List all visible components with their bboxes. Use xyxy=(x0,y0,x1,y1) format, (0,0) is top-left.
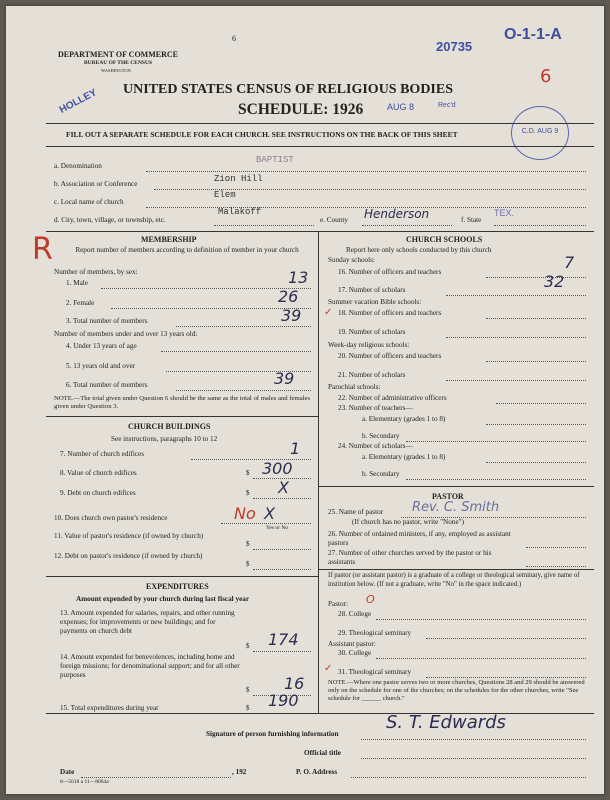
q23a-label: a. Elementary (grades 1 to 8) xyxy=(362,415,446,423)
expenditures-sub: Amount expended by your church during last fiscal year xyxy=(76,595,250,603)
q10-label: 10. Does church own pastor's residence xyxy=(54,514,168,522)
dollar-sign: $ xyxy=(246,704,250,712)
field-line xyxy=(253,498,311,499)
q2-value: 26 xyxy=(278,287,299,306)
q12-label: 12. Debt on pastor's residence (if owned by church) xyxy=(54,552,203,560)
serial-number: 20735 xyxy=(436,39,473,54)
field-line xyxy=(426,677,586,678)
schedule-year: SCHEDULE: 1926 xyxy=(238,101,364,118)
q9-value: X xyxy=(278,478,289,497)
page-number: 6 xyxy=(232,34,236,43)
divider xyxy=(46,146,594,147)
expenditures-title: EXPENDITURES xyxy=(146,582,209,591)
pastor-label: Pastor: xyxy=(328,600,348,608)
buildings-title: CHURCH BUILDINGS xyxy=(128,422,211,431)
q25-note: (If church has no pastor, write "None") xyxy=(352,518,464,526)
local-name-label: c. Local name of church xyxy=(54,198,124,206)
q18-label: 18. Number of officers and teachers xyxy=(338,309,442,317)
po-address-label: P. O. Address xyxy=(296,768,338,776)
q10-value: No xyxy=(234,504,256,523)
q19-label: 19. Number of scholars xyxy=(338,328,406,336)
q20-label: 20. Number of officers and teachers xyxy=(338,352,442,360)
q8-label: 8. Value of church edifices xyxy=(60,469,137,477)
q17-value: 32 xyxy=(544,272,565,291)
field-line xyxy=(496,403,586,404)
q22-label: 22. Number of administrative officers xyxy=(338,394,447,402)
q26-label: 26. Number of ordained ministers, if any, employed as assistant pastors xyxy=(328,530,511,547)
q29-label: 29. Theological seminary xyxy=(338,629,412,637)
classification-code: O-1-1-A xyxy=(504,26,562,43)
local-name-value: Elem xyxy=(214,190,236,200)
q11-label: 11. Value of pastor's residence (if owned by church) xyxy=(54,532,204,540)
weekday-label: Week-day religious schools: xyxy=(328,341,410,349)
signature-value: S. T. Edwards xyxy=(386,712,506,733)
field-line xyxy=(253,569,311,570)
field-line xyxy=(161,351,311,352)
pastor-value: O xyxy=(366,593,375,606)
field-line xyxy=(253,651,311,652)
q24b-label: b. Secondary xyxy=(362,470,400,478)
field-line xyxy=(486,361,586,362)
field-line xyxy=(361,758,586,759)
q23b-label: b. Secondary xyxy=(362,432,400,440)
q10-x-mark: X xyxy=(264,504,275,523)
field-line xyxy=(376,619,586,620)
q1-value: 13 xyxy=(288,268,309,287)
county-value: Henderson xyxy=(364,207,430,221)
year-label: , 192 xyxy=(232,768,247,776)
q28-label: 28. College xyxy=(338,610,372,618)
q31-label: 31. Theological seminary xyxy=(338,668,412,676)
signature-label: Signature of person furnishing information xyxy=(206,730,339,738)
q5-label: 5. 13 years old and over xyxy=(66,362,136,370)
divider xyxy=(46,713,594,714)
divider xyxy=(46,231,594,232)
date-stamp: AUG 8 xyxy=(387,102,415,112)
denomination-label: a. Denomination xyxy=(54,162,102,170)
q16-label: 16. Number of officers and teachers xyxy=(338,268,442,276)
yes-no-hint: Yes or No xyxy=(266,525,289,531)
field-line xyxy=(406,441,586,442)
city-label: d. City, town, village, or township, etc. xyxy=(54,216,166,224)
field-line xyxy=(406,479,586,480)
divider xyxy=(318,569,594,570)
dollar-sign: $ xyxy=(246,642,250,650)
field-line xyxy=(446,337,586,338)
county-label: e. County xyxy=(320,216,348,224)
field-line xyxy=(486,462,586,463)
dollar-sign: $ xyxy=(246,489,250,497)
q1-label: 1. Male xyxy=(66,279,88,287)
column-divider xyxy=(318,231,319,713)
red-r-mark: R xyxy=(32,232,53,267)
field-line xyxy=(214,225,314,226)
q13-label: 13. Amount expended for salaries, repairs, and other running expenses; for improvements or new buildings; and for payments on church debt xyxy=(60,609,235,635)
city-label: WASHINGTON xyxy=(101,68,131,73)
field-line xyxy=(494,225,586,226)
q24a-label: a. Elementary (grades 1 to 8) xyxy=(362,453,446,461)
department-label: DEPARTMENT OF COMMERCE xyxy=(58,50,179,59)
q4-label: 4. Under 13 years of age xyxy=(66,342,137,350)
divider xyxy=(46,576,318,577)
field-line xyxy=(486,277,586,278)
dollar-sign: $ xyxy=(246,540,250,548)
divider xyxy=(318,486,594,487)
q8-value: 300 xyxy=(262,459,293,478)
official-title-label: Official title xyxy=(304,749,341,757)
association-value: Zion Hill xyxy=(214,174,263,184)
dollar-sign: $ xyxy=(246,560,250,568)
q23-label: 23. Number of teachers— xyxy=(338,404,413,412)
members-by-sex-label: Number of members, by sex: xyxy=(54,268,138,276)
q3-label: 3. Total number of members xyxy=(66,317,148,325)
state-label: f. State xyxy=(461,216,482,224)
field-line xyxy=(446,380,586,381)
pastor-title: PASTOR xyxy=(432,492,464,501)
census-schedule-page xyxy=(6,6,604,794)
association-label: b. Association or Conference xyxy=(54,180,138,188)
q25-label: 25. Name of pastor xyxy=(328,508,384,516)
field-line xyxy=(253,549,311,550)
schools-sub: Report here only schools conducted by this church xyxy=(346,246,492,254)
form-title: UNITED STATES CENSUS OF RELIGIOUS BODIES xyxy=(123,82,454,97)
bureau-label: BUREAU OF THE CENSUS xyxy=(84,60,153,66)
q14-label: 14. Amount expended for benevolences, including home and foreign missions; for denominational support; and for all other purposes xyxy=(60,653,240,679)
field-line xyxy=(362,225,452,226)
membership-intro: Report number of members according to definition of member in your church xyxy=(75,246,299,254)
field-line xyxy=(191,459,311,460)
q21-label: 21. Number of scholars xyxy=(338,371,406,379)
age-label: Number of members under and over 13 years old: xyxy=(54,330,198,338)
graduate-instructions: If pastor (or assistant pastor) is a graduate of a college or theological seminary, give name of institution below. (If not a graduate, write "No" in the space indicated.) xyxy=(328,572,580,588)
denomination-value: BAPTIST xyxy=(256,155,294,165)
q25-value: Rev. C. Smith xyxy=(412,500,500,515)
q9-label: 9. Debt on church edifices xyxy=(60,489,136,497)
assistant-label: Assistant pastor: xyxy=(328,640,376,648)
q30-label: 30. College xyxy=(338,649,372,657)
parochial-label: Parochial schools: xyxy=(328,383,381,391)
field-line xyxy=(81,777,231,778)
q14-value: 16 xyxy=(284,674,305,693)
schools-title: CHURCH SCHOOLS xyxy=(406,235,483,244)
q17-label: 17. Number of scholars xyxy=(338,286,406,294)
q13-value: 174 xyxy=(268,630,299,649)
q7-label: 7. Number of church edifices xyxy=(60,450,145,458)
field-line xyxy=(376,658,586,659)
state-value: TEX. xyxy=(494,208,515,218)
field-line xyxy=(146,171,586,172)
city-value: Malakoff xyxy=(218,207,262,217)
tick-mark: ✓ xyxy=(324,307,333,318)
field-line xyxy=(351,777,586,778)
q3-value: 39 xyxy=(281,306,302,325)
buildings-sub: See instructions, paragraphs 10 to 12 xyxy=(111,435,218,443)
q7-value: 1 xyxy=(290,439,301,458)
field-line xyxy=(361,739,586,740)
field-line xyxy=(426,638,586,639)
q6-value: 39 xyxy=(274,369,295,388)
q16-value: 7 xyxy=(564,253,575,272)
instruction-banner: FILL OUT A SEPARATE SCHEDULE FOR EACH CHURCH. SEE INSTRUCTIONS ON THE BACK OF THIS SHEET xyxy=(66,130,458,139)
sunday-label: Sunday schools: xyxy=(328,256,375,264)
field-line xyxy=(176,326,311,327)
membership-title: MEMBERSHIP xyxy=(141,235,197,244)
form-number: 8—5618 a 11—8064a xyxy=(60,779,109,785)
q15-value: 190 xyxy=(268,691,299,710)
q6-label: 6. Total number of members xyxy=(66,381,148,389)
field-line xyxy=(446,295,586,296)
field-line xyxy=(486,318,586,319)
dollar-sign: $ xyxy=(246,686,250,694)
field-line xyxy=(221,523,311,524)
field-line xyxy=(486,424,586,425)
q2-label: 2. Female xyxy=(66,299,95,307)
field-line xyxy=(526,547,586,548)
pastor-note: NOTE.—Where one pastor serves two or more churches, Questions 28 and 29 should be answered only on the schedule for one of the churches; on the schedules for the other churches, write "See schedule for ______ church." xyxy=(328,679,585,702)
divider xyxy=(46,123,594,124)
tick-mark: ✓ xyxy=(324,663,333,674)
field-line xyxy=(526,566,586,567)
q27-label: 27. Number of other churches served by the pastor or his assistants xyxy=(328,549,492,566)
dollar-sign: $ xyxy=(246,469,250,477)
membership-note: NOTE.—The total given under Question 6 should be the same as the total of males and females given under Question 3. xyxy=(54,395,311,410)
red-number-mark: 6 xyxy=(540,66,552,87)
field-line xyxy=(176,390,311,391)
holley-stamp: HOLLEY xyxy=(57,87,99,116)
q24-label: 24. Number of scholars— xyxy=(338,442,413,450)
received-stamp: Rec'd xyxy=(438,102,456,109)
date-label: Date xyxy=(60,768,75,776)
received-oval-stamp: C.D. AUG 9 xyxy=(511,106,569,160)
q15-label: 15. Total expenditures during year xyxy=(60,704,159,712)
summer-label: Summer vacation Bible schools: xyxy=(328,298,422,306)
divider xyxy=(46,416,318,417)
